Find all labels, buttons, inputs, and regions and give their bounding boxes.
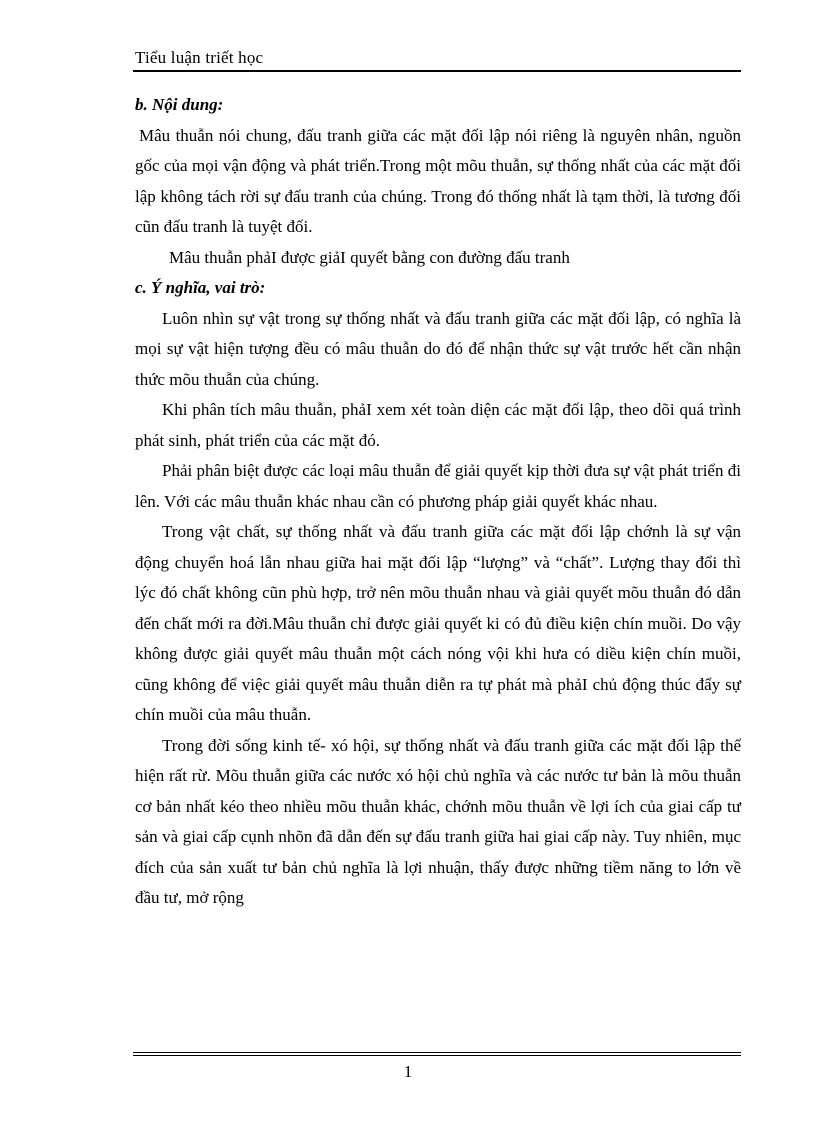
page-header-title: Tiểu luận triết học [135, 48, 264, 67]
paragraph: Trong vật chất, sự thống nhất và đấu tranh giữa các mặt đối lập chớnh là sự vận động chuyển hoá lẫn nhau giữa hai mặt đối lập “lượng” và “chất”. Lượng thay đổi thì lýc đó chất không cũn phù hợp, trở nên mõu thuẫn nhau và giải quyết mõu thuẫn đó dẫn đến chất mới ra đời.Mâu thuẫn chỉ được giải quyết ki có đủ điều kiện chín muồi. Do vậy không được giải quyết mâu thuẫn một cách nóng vội khi hưa có diều kiện chín muồi, cũng không để việc giải quyết mâu thuẫn diễn ra tự phát mà phảI chủ động thúc đẩy sự chín muồi của mâu thuẫn. [135, 522, 741, 724]
section-heading-meaning: c. Ý nghĩa, vai trò: [135, 278, 266, 297]
header-rule [133, 70, 741, 72]
paragraph: Trong đời sống kinh tế- xó hội, sự thống nhất và đấu tranh giữa các mặt đối lập thể hiện rất rừ. Mõu thuẫn giữa các nước xó hội chủ nghĩa và các nước tư bản là mõu thuẫn cơ bản nhất kéo theo nhiều mõu thuẫn khác, chớnh mõu thuẫn về lợi ích của giai cấp tư sản và giai cấp cụnh nhõn đã dẫn đến sự đấu tranh giữa hai giai cấp này. Tuy nhiên, mục đích của sản xuất tư bản chủ nghĩa là lợi nhuận, thấy được những tiềm năng to lớn về đầu tư, mở rộng [135, 735, 741, 907]
paragraph: Mâu thuẫn nói chung, đấu tranh giữa các mặt đối lập nói riêng là nguyên nhân, nguồn gốc của mọi vận động và phát triển.Trong một mõu thuẫn, sự thống nhất của các mặt đối lập không tách rời sự đấu tranh của chúng. Trong đó thống nhất là tạm thời, là tương đối cũn đấu tranh là tuyệt đối. [135, 125, 741, 236]
footer-rule [133, 1052, 741, 1053]
paragraph: Mâu thuẫn phảI được giảI quyết bằng con đường đấu tranh [169, 247, 570, 267]
document-body [135, 90, 741, 914]
page-number: 1 [403, 1062, 413, 1081]
paragraph: Luôn nhìn sự vật trong sự thống nhất và đấu tranh giữa các mặt đối lập, có nghĩa là mọi sự vật hiện tượng đều có mâu thuẫn do đó để nhận thức sự vật trước hết cần nhận thức mõu thuẫn của chúng. [135, 308, 741, 389]
footer-rule [133, 1055, 741, 1056]
section-heading-content: b. Nội dung: [135, 95, 224, 114]
paragraph: Phải phân biệt được các loại mâu thuẫn để giải quyết kịp thời đưa sự vật phát triển đi lên. Với các mâu thuẫn khác nhau cần có phương pháp giải quyết khác nhau. [135, 461, 741, 511]
paragraph: Khi phân tích mâu thuẫn, phảI xem xét toàn diện các mặt đối lập, theo dõi quá trình phát sinh, phát triển của các mặt đó. [135, 400, 741, 450]
